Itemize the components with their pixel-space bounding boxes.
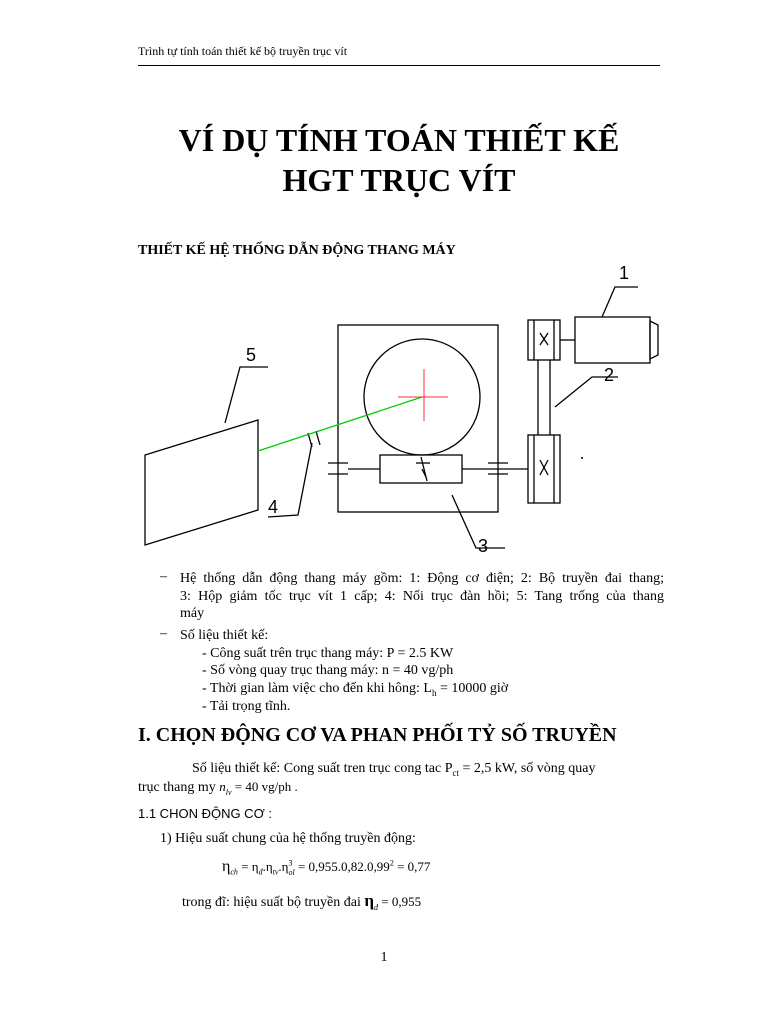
page-number: 1: [380, 950, 388, 965]
section-heading: I. CHỌN ĐỘNG CƠ VA PHAN PHỐI TỶ SỐ TRUYỀN: [138, 724, 617, 746]
description-line1: Hệ thống dẫn động thang máy gồm: 1: Động cơ điện; 2: Bộ truyền đai thang;: [180, 571, 664, 586]
motor-fan: [650, 321, 658, 359]
section-para-line2: trục thang my $n_{lv} = 40$ vg/ph .: [138, 779, 298, 797]
spec-item: - Thời gian làm việc cho đến khi hông: $L_h = 10000$ giờ: [202, 681, 509, 698]
section-subtitle: THIẾT KẾ HỆ THỐNG DẪN ĐỘNG THANG MÁY: [138, 243, 456, 258]
label-3: 3: [478, 536, 489, 556]
spec-item: - Tải trọng tĩnh.: [202, 699, 291, 714]
specs-heading: Số liệu thiết kế:: [180, 628, 269, 643]
bullet-dash: –: [160, 569, 167, 584]
efficiency-formula: $\eta_{ch} = \eta_đ.\eta_{tv}.\eta^3_{ol} = 0,955.0,82.0,99^2 = 0,77$: [222, 858, 431, 877]
label-1: 1: [619, 263, 630, 283]
drum-shape: [145, 420, 258, 545]
spec-item: - Công suất trên trục thang máy: P = 2.5 KW: [202, 646, 454, 661]
page-title-line1: VÍ DỤ TÍNH TOÁN THIẾT KẾ: [178, 122, 620, 158]
leader-5: [225, 367, 268, 423]
section-para-line1: Số liệu thiết kế: Cong suất tren trục cong tac $P_{ct} = 2,5$ kW, số vòng quay: [192, 761, 596, 778]
output-shaft-line: [258, 397, 422, 451]
label-5: 5: [246, 345, 257, 365]
where-line: trong đĩ: hiệu suất bộ truyền đai $\eta_đ = 0,955$: [182, 891, 422, 912]
label-2: 2: [604, 365, 615, 385]
label-4: 4: [268, 497, 279, 517]
large-pulley: [528, 435, 560, 503]
description-line2: 3: Hộp giảm tốc trục vít 1 cấp; 4: Nối trục đàn hồi; 5: Tang trống của thang: [180, 589, 664, 604]
description-line3: máy: [180, 606, 205, 621]
page-title-line2: HGT TRỤC VÍT: [282, 162, 516, 198]
leader-1: [602, 287, 638, 317]
subsection-heading: 1.1 CHON ĐỘNG CƠ :: [138, 806, 272, 821]
subsection-item-1: 1) Hiệu suất chung của hệ thống truyền động:: [160, 831, 416, 846]
motor-body: [575, 317, 650, 363]
spec-item: - Số vòng quay trục thang máy: n = 40 vg/ph: [202, 663, 454, 678]
running-header: Trình tự tính toán thiết kế bộ truyền trục vít: [138, 44, 348, 58]
header-rule: [138, 65, 660, 66]
elevator-drive-diagram: [130, 255, 670, 560]
gearbox-housing: [338, 325, 498, 512]
bullet-dash: –: [160, 626, 167, 641]
